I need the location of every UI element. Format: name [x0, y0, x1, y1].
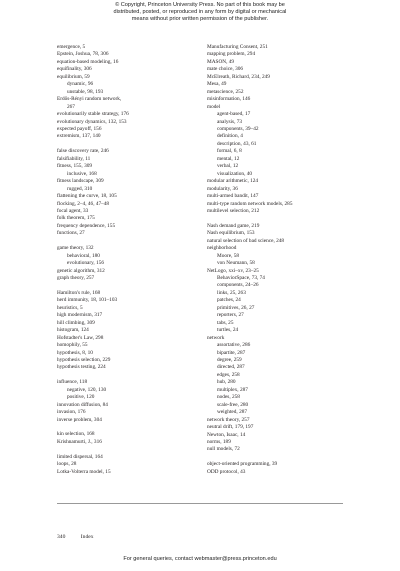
index-entry: equifinality, 306: [57, 66, 92, 73]
index-entry: hypothesis selection, 229: [57, 356, 111, 363]
index-section-gap: [57, 282, 197, 289]
index-section-gap: [57, 238, 197, 245]
index-entry: equation-based modeling, 16: [57, 58, 119, 65]
index-entry: homophily, 55: [57, 342, 88, 349]
index-entry: focal agent, 33: [57, 207, 89, 214]
index-entry: expected payoff, 156: [57, 125, 102, 132]
index-entry: Newton, Isaac, 14: [207, 431, 246, 438]
index-subentry: dynamic, 96: [67, 81, 94, 88]
index-entry: high modernism, 317: [57, 312, 103, 319]
contact-line: For general queries, contact webmaster@press.princeton.edu: [123, 556, 277, 562]
index-entry: Epstein, Joshua, 78, 306: [57, 51, 109, 58]
index-subentry: multiplex, 287: [217, 386, 248, 393]
index-subentry: visualization, 40: [217, 170, 253, 177]
index-entry: Nash demand game, 219: [207, 222, 260, 229]
index-entry: graph theory, 257: [57, 275, 95, 282]
index-entry: flocking, 2–4, 46, 47–48: [57, 200, 110, 207]
index-entry: flattening the curve, 18, 105: [57, 193, 117, 200]
index-entry: false discovery rate, 246: [57, 148, 109, 155]
index-subentry: assortative, 286: [217, 342, 251, 349]
page-number: 340: [57, 534, 66, 540]
index-subentry: primitives, 26, 27: [217, 304, 255, 311]
copyright-line-2: distributed, posted, or reproduced in any form by digital or mechanical: [113, 9, 287, 15]
copyright-line-1: © Copyright, Princeton University Press. No part of this book may be: [115, 2, 285, 8]
index-entry: game theory, 132: [57, 245, 94, 252]
index-subentry: unstable, 98, 193: [67, 88, 104, 95]
index-subentry: negative, 120, 130: [67, 386, 107, 393]
index-entry: misinformation, 146: [207, 96, 251, 103]
index-subentry: agent-based, 17: [217, 111, 251, 118]
index-section-gap: [207, 454, 357, 461]
index-entry: herd immunity, 18, 101–103: [57, 297, 118, 304]
index-entry: model: [207, 103, 221, 110]
index-entry: invasion, 176: [57, 409, 86, 416]
index-subentry: description, 43, 61: [217, 140, 257, 147]
index-section-gap: [207, 215, 357, 222]
index-entry: falsifiability, 11: [57, 155, 91, 162]
index-entry: MASON, 49: [207, 58, 235, 65]
index-entry: Erdős-Rényi random network,: [57, 96, 122, 103]
index-entry: Nash equilibrium, 153: [207, 230, 255, 237]
index-entry: Mesa, 49: [207, 81, 227, 88]
index-entry: extremism, 137, 140: [57, 133, 101, 140]
index-subentry: components, 24–26: [217, 282, 259, 289]
index-entry: mate choice, 306: [207, 66, 244, 73]
index-subentry: components, 39–42: [217, 125, 259, 132]
index-entry: hypothesis testing, 224: [57, 364, 106, 371]
index-entry: metascience, 252: [207, 88, 244, 95]
index-subentry: turtles, 24: [217, 327, 239, 334]
index-entry: genetic algorithm, 312: [57, 267, 105, 274]
index-column-left: [57, 44, 197, 476]
index-entry: neighborhood: [207, 245, 237, 252]
index-entry: neutral drift, 179, 197: [207, 424, 254, 431]
index-subentry: tabs, 25: [217, 319, 234, 326]
index-entry: folk theorem, 175: [57, 215, 95, 222]
index-entry: fitness landscape, 309: [57, 178, 104, 185]
index-entry: norms, 189: [207, 439, 231, 445]
index-entry: functions, 27: [57, 230, 85, 237]
index-entry: influence, 118: [57, 379, 88, 386]
index-entry: kin selection, 168: [57, 431, 95, 438]
index-entry: innovation diffusion, 84: [57, 401, 108, 408]
index-entry: ODD protocol, 43: [207, 468, 246, 475]
index-entry: multi-armed bandit, 147: [207, 193, 259, 200]
index-entry: emergence, 5: [57, 44, 86, 50]
index-subentry: evolutionary, 156: [67, 260, 105, 267]
index-entry: fitness, 155, 309: [57, 163, 93, 170]
index-section-gap: [57, 424, 197, 431]
index-subentry: von Neumann, 58: [217, 260, 255, 267]
index-subentry: verbal, 12: [217, 163, 239, 170]
index-entry: modularity, 36: [207, 185, 238, 192]
index-section-gap: [57, 446, 197, 453]
index-entry: Hofstadter's Law, 298: [57, 334, 104, 341]
index-entry: multilevel selection, 212: [207, 207, 260, 214]
index-entry: mapping problem, 294: [207, 51, 256, 58]
index-subentry: hub, 280: [217, 379, 236, 386]
index-subentry: rugged, 310: [67, 185, 93, 192]
index-subentry: formal, 6, 8: [217, 148, 242, 155]
index-subentry: mental, 12: [217, 155, 240, 162]
index-subentry: BehaviorSpace, 73, 74: [217, 275, 265, 282]
index-entry: null models, 72: [207, 446, 240, 453]
index-entry: NetLogo, xxi–xv, 23–25: [207, 267, 259, 274]
index-subentry: links, 25, 263: [217, 289, 246, 296]
index-entry: network theory, 257: [207, 416, 250, 423]
index-entry: frequency dependence, 155: [57, 222, 116, 229]
index-subentry: scale-free, 280: [217, 401, 249, 408]
index-entry: histogram, 124: [57, 327, 89, 334]
section-label: Index: [80, 534, 94, 540]
copyright-line-3: means without prior written permission of the publisher.: [131, 16, 269, 22]
index-entry: Lotka-Volterra model, 15: [57, 468, 111, 475]
index-subentry: bipartite, 287: [217, 349, 246, 356]
copyright-banner: [0, 2, 400, 23]
page-footer: [57, 534, 94, 540]
index-subentry: edges, 258: [217, 371, 240, 378]
index-subentry: inclusive, 168: [67, 170, 97, 177]
index-entry: Hamilton's rule, 168: [57, 289, 101, 296]
index-entry: modular arithmetic, 124: [207, 178, 259, 185]
index-entry: object-oriented programming, 39: [207, 461, 278, 468]
index-subentry: analysis, 73: [217, 118, 243, 125]
footer-rule: [57, 503, 343, 504]
index-entry: hypothesis, 8, 10: [57, 349, 93, 356]
index-subentry: Moore, 58: [217, 252, 240, 259]
index-subentry: patches, 24: [217, 297, 241, 304]
index-entry: natural selection of bad science, 248: [207, 237, 285, 244]
index-entry: Manufacturing Consent, 251: [207, 44, 268, 50]
index-entry: McElreath, Richard, 234, 249: [207, 73, 270, 80]
index-subentry: degree, 259: [217, 357, 242, 364]
index-entry: multi-type random network models, 285: [207, 200, 293, 207]
index-subentry: definition, 4: [217, 133, 243, 140]
index-entry: inverse problem, 304: [57, 416, 102, 423]
index-entry: loops, 28: [57, 461, 77, 468]
index-entry: equilibrium, 59: [57, 73, 90, 80]
index-entry: evolutionary dynamics, 132, 153: [57, 118, 127, 125]
index-entry: limited dispersal, 164: [57, 453, 103, 460]
index-subentry: positive, 120: [67, 394, 95, 401]
index-entry: evolutionarily stable strategy, 176: [57, 111, 129, 118]
index-subentry: 267: [67, 103, 75, 110]
index-column-right: [207, 44, 357, 476]
index-entry: hill climbing, 309: [57, 319, 95, 326]
index-entry: Krishnamurti, J., 316: [57, 438, 102, 445]
index-subentry: weighted, 287: [217, 409, 248, 416]
index-entry: network: [207, 334, 225, 341]
index-subentry: behavioral, 180: [67, 252, 100, 259]
index-subentry: directed, 287: [217, 364, 245, 371]
index-subentry: nodes, 258: [217, 394, 240, 401]
index-entry: heuristics, 5: [57, 304, 83, 311]
index-subentry: reporters, 27: [217, 312, 244, 319]
